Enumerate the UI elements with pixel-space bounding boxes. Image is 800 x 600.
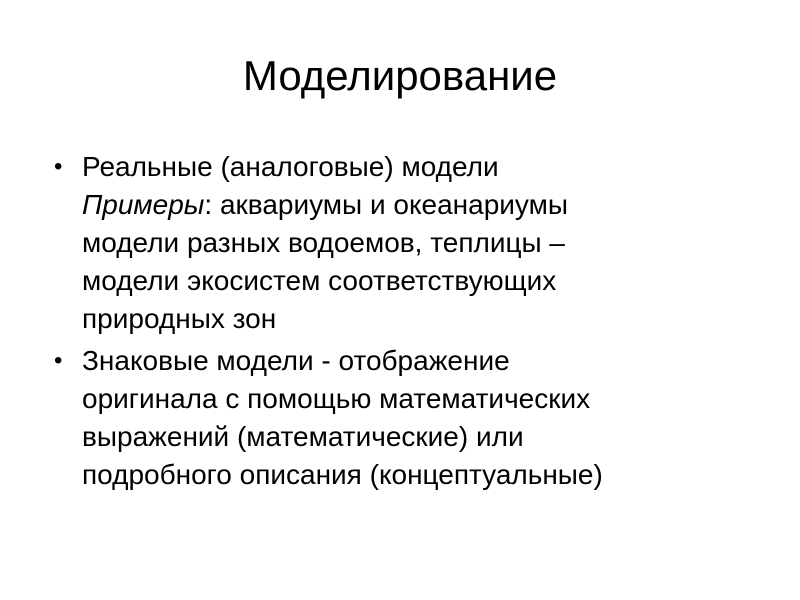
- bullet-dot-icon: •: [54, 347, 63, 374]
- examples-label: Примеры: [82, 189, 205, 220]
- slide-title: Моделирование: [242, 52, 558, 99]
- bullet-item-sign-models: [52, 342, 772, 494]
- bullet-list: [52, 148, 772, 498]
- bullet-dot-icon: •: [54, 153, 63, 180]
- bullet-line: природных зон: [82, 303, 277, 334]
- bullet-line: Реальные (аналоговые) модели: [82, 151, 499, 182]
- examples-text: : аквариумы и океанариумы: [204, 189, 568, 220]
- bullet-item-real-models: [52, 148, 772, 338]
- bullet-line: оригинала с помощью математических: [82, 383, 591, 414]
- bullet-line: модели разных водоемов, теплицы –: [82, 227, 565, 258]
- bullet-line: модели экосистем соответствующих: [82, 265, 557, 296]
- bullet-line: подробного описания (концептуальные): [82, 459, 603, 490]
- bullet-line: выражений (математические) или: [82, 421, 524, 452]
- bullet-line: [82, 186, 772, 224]
- bullet-line: Знаковые модели - отображение: [82, 345, 510, 376]
